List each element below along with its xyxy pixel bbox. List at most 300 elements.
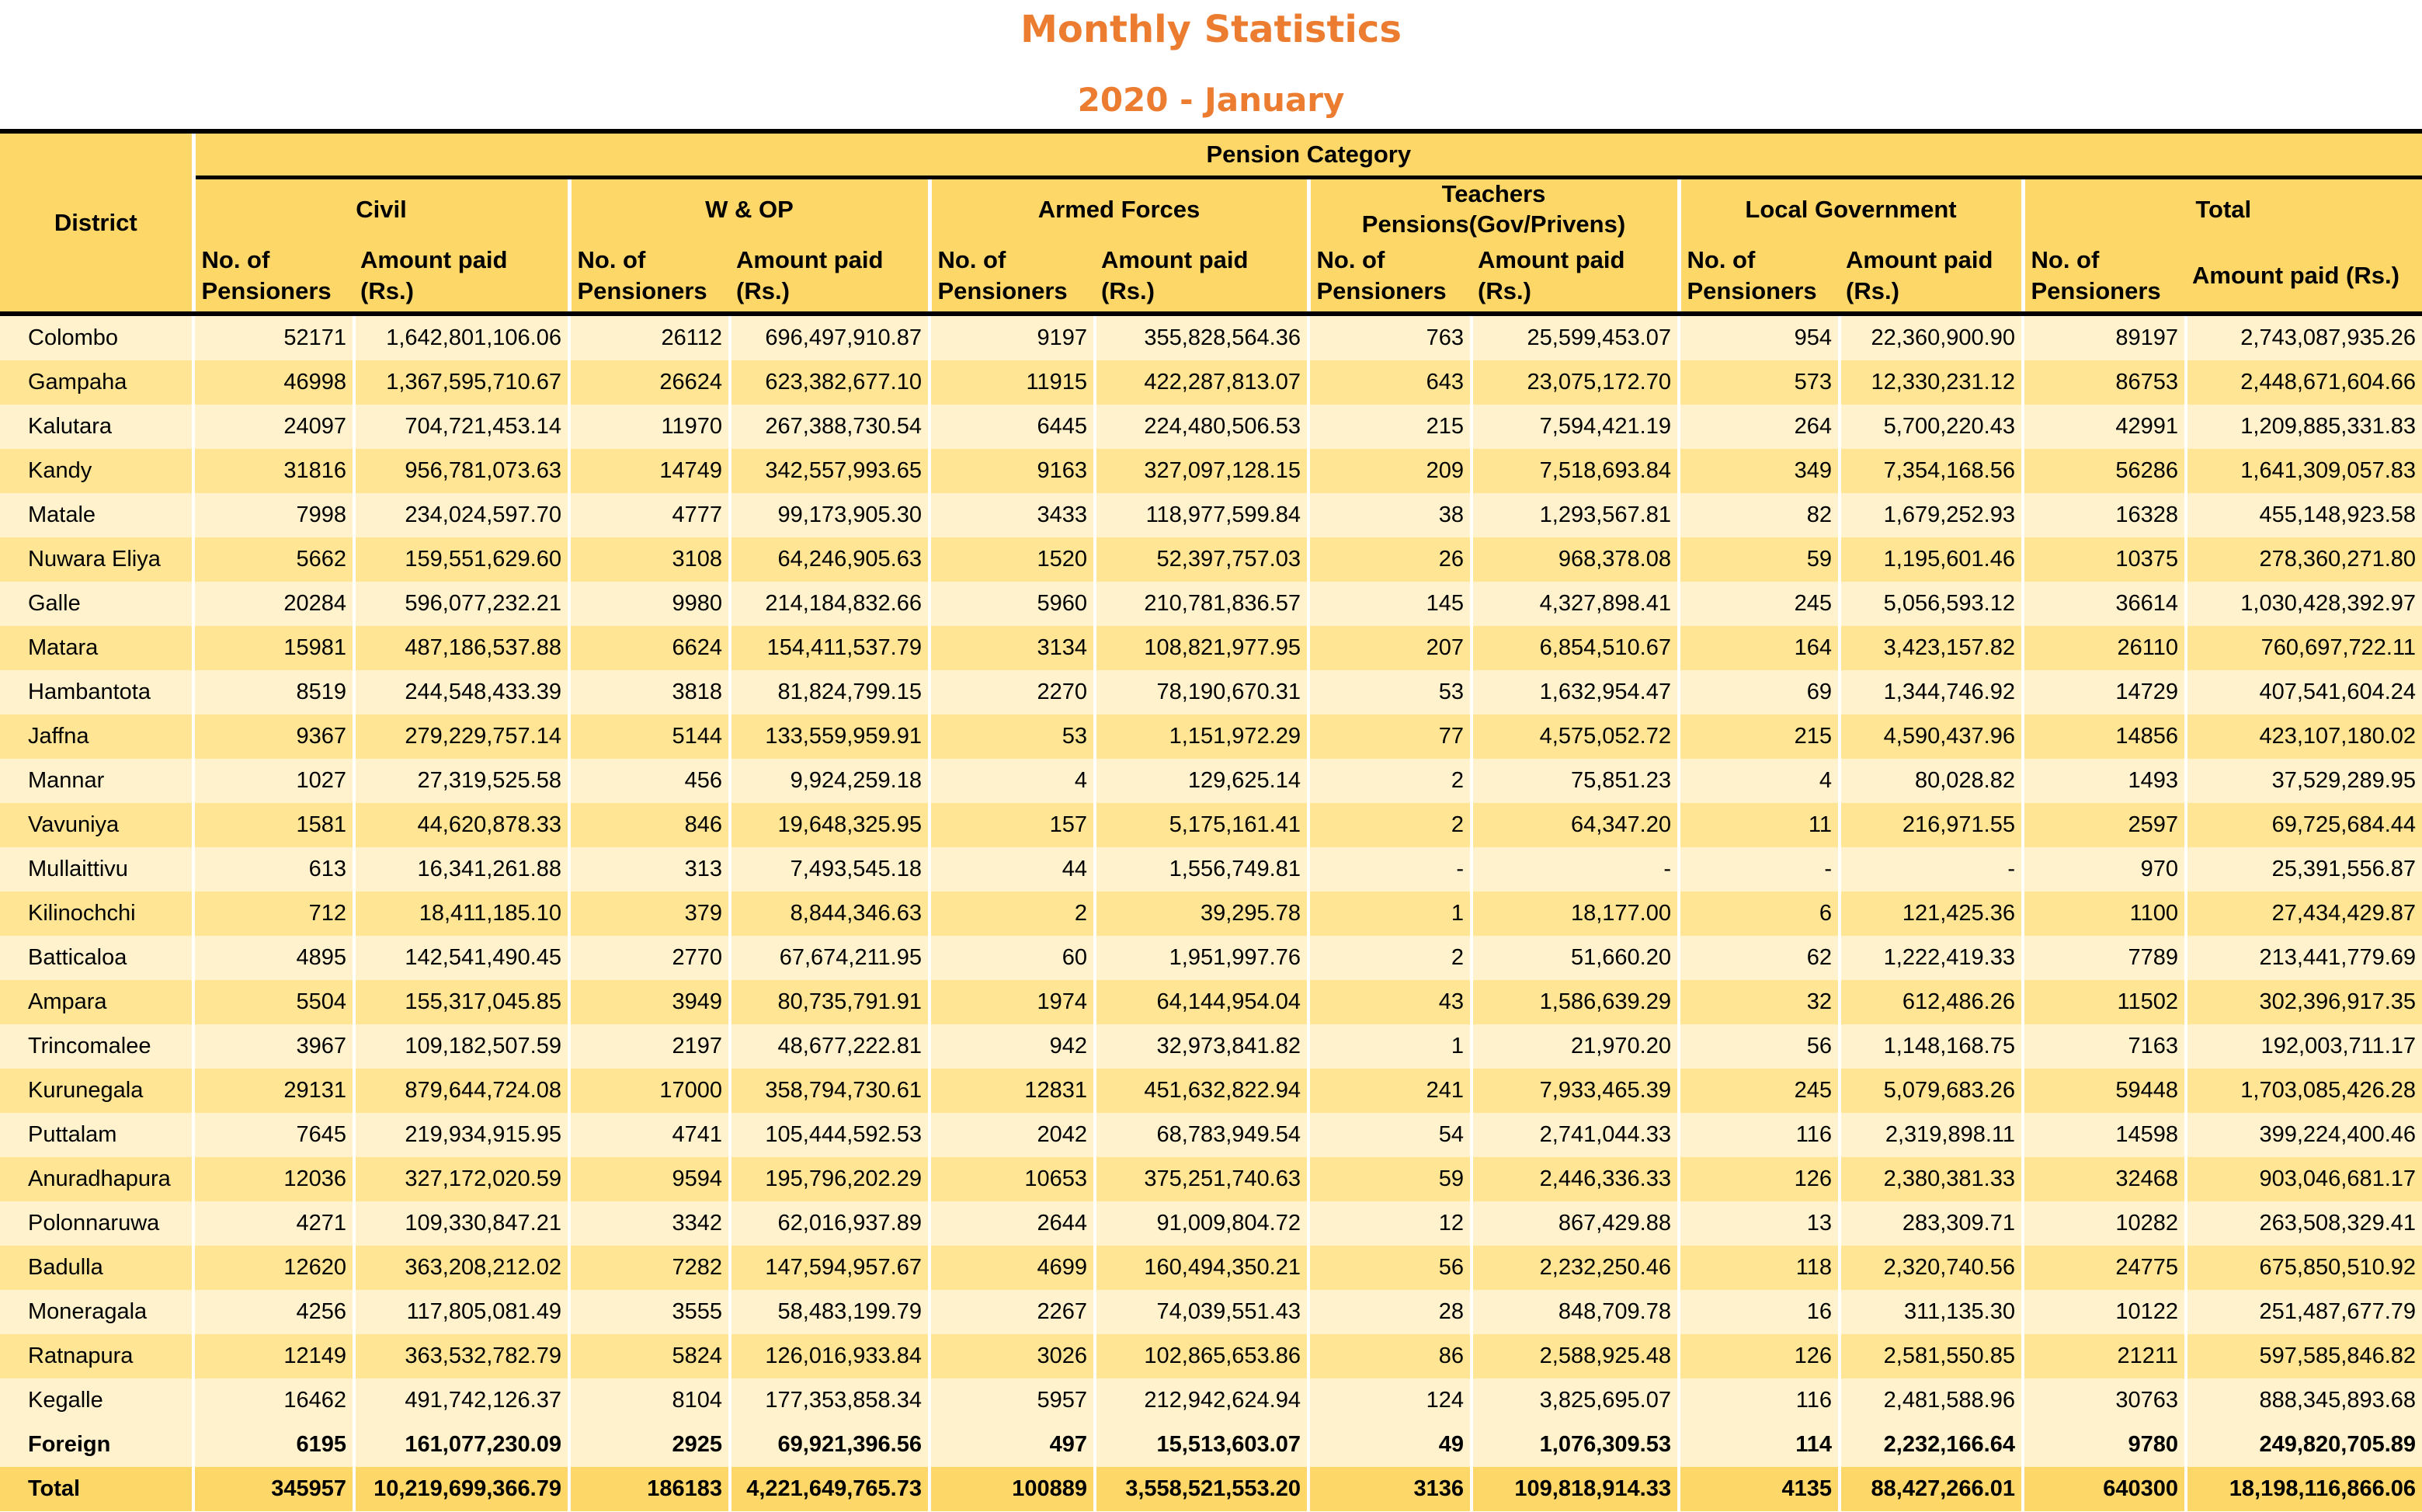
pensioners-count-cell: 7645 <box>193 1113 354 1157</box>
total-row <box>0 1467 2422 1511</box>
pensioners-count-cell: 763 <box>1308 314 1472 360</box>
district-cell: Colombo <box>0 314 193 360</box>
amount-paid-cell: 109,182,507.59 <box>354 1024 569 1069</box>
amount-paid-cell: 399,224,400.46 <box>2186 1113 2422 1157</box>
table-row <box>0 626 2422 670</box>
amount-paid-cell: 80,028.82 <box>1840 759 2023 803</box>
amount-paid-cell: 7,933,465.39 <box>1472 1069 1679 1113</box>
pensioners-count-cell: 6445 <box>930 405 1095 449</box>
pensioners-count-cell: 26112 <box>569 314 730 360</box>
pensioners-count-cell: 56286 <box>2023 449 2186 493</box>
pensioners-count-cell: 116 <box>1679 1378 1840 1423</box>
pensioners-count-cell: 24775 <box>2023 1246 2186 1290</box>
amount-paid-cell: 126,016,933.84 <box>730 1334 930 1378</box>
pensioners-count-cell: 2042 <box>930 1113 1095 1157</box>
amount-paid-header: Amount paid (Rs.) <box>354 240 569 314</box>
table-row <box>0 1246 2422 1290</box>
amount-paid-cell: 848,709.78 <box>1472 1290 1679 1334</box>
amount-paid-cell: 375,251,740.63 <box>1095 1157 1308 1201</box>
pensioners-count-cell: 3136 <box>1308 1467 1472 1511</box>
amount-paid-cell: 5,175,161.41 <box>1095 803 1308 847</box>
pensioners-count-cell: 62 <box>1679 936 1840 980</box>
amount-paid-cell: 956,781,073.63 <box>354 449 569 493</box>
pensioners-count-cell: 4 <box>930 759 1095 803</box>
pensioners-count-cell: 207 <box>1308 626 1472 670</box>
amount-paid-cell: 7,594,421.19 <box>1472 405 1679 449</box>
amount-paid-cell: 263,508,329.41 <box>2186 1201 2422 1246</box>
table-row <box>0 1201 2422 1246</box>
amount-paid-cell: 675,850,510.92 <box>2186 1246 2422 1290</box>
group-header-civil: Civil <box>193 178 569 241</box>
table-row <box>0 803 2422 847</box>
district-cell: Gampaha <box>0 360 193 405</box>
pensioners-count-cell: 56 <box>1679 1024 1840 1069</box>
amount-paid-cell: 2,380,381.33 <box>1840 1157 2023 1201</box>
pensioners-count-cell: 5144 <box>569 714 730 759</box>
amount-paid-cell: 2,232,166.64 <box>1840 1423 2023 1467</box>
pensioners-count-cell: 6 <box>1679 892 1840 936</box>
pensioners-count-cell: 43 <box>1308 980 1472 1024</box>
amount-paid-cell: 1,222,419.33 <box>1840 936 2023 980</box>
amount-paid-cell: 10,219,699,366.79 <box>354 1467 569 1511</box>
pensioners-count-cell: 379 <box>569 892 730 936</box>
amount-paid-cell: 213,441,779.69 <box>2186 936 2422 980</box>
amount-paid-cell: 102,865,653.86 <box>1095 1334 1308 1378</box>
amount-paid-cell: 78,190,670.31 <box>1095 670 1308 714</box>
amount-paid-cell: 363,208,212.02 <box>354 1246 569 1290</box>
pensioners-count-cell: 9594 <box>569 1157 730 1201</box>
pensioners-count-cell: 12831 <box>930 1069 1095 1113</box>
pensioners-count-cell: 6195 <box>193 1423 354 1467</box>
amount-paid-cell: 27,434,429.87 <box>2186 892 2422 936</box>
amount-paid-cell: 133,559,959.91 <box>730 714 930 759</box>
pensioners-count-cell: 3433 <box>930 493 1095 537</box>
pensioners-count-cell: 14729 <box>2023 670 2186 714</box>
pensioners-count-cell: 573 <box>1679 360 1840 405</box>
amount-paid-cell: 192,003,711.17 <box>2186 1024 2422 1069</box>
amount-paid-cell: 121,425.36 <box>1840 892 2023 936</box>
pensioners-count-cell: 13 <box>1679 1201 1840 1246</box>
amount-paid-cell: 5,700,220.43 <box>1840 405 2023 449</box>
amount-paid-cell: 1,148,168.75 <box>1840 1024 2023 1069</box>
district-cell: Polonnaruwa <box>0 1201 193 1246</box>
district-cell: Kilinochchi <box>0 892 193 936</box>
pensioners-count-cell: 3026 <box>930 1334 1095 1378</box>
pensioners-count-cell: 3134 <box>930 626 1095 670</box>
pensioners-count-cell: 215 <box>1308 405 1472 449</box>
amount-paid-cell: 9,924,259.18 <box>730 759 930 803</box>
pensioners-count-cell: 28 <box>1308 1290 1472 1334</box>
amount-paid-cell: 18,177.00 <box>1472 892 1679 936</box>
pensioners-count-cell: 24097 <box>193 405 354 449</box>
pensioners-count-cell: 36614 <box>2023 582 2186 626</box>
pensioners-count-cell: 118 <box>1679 1246 1840 1290</box>
pensioners-count-cell: 114 <box>1679 1423 1840 1467</box>
pensioners-count-cell: 313 <box>569 847 730 892</box>
amount-paid-cell: 27,319,525.58 <box>354 759 569 803</box>
amount-paid-cell: 342,557,993.65 <box>730 449 930 493</box>
table-row <box>0 1024 2422 1069</box>
amount-paid-cell: 23,075,172.70 <box>1472 360 1679 405</box>
amount-paid-cell: 81,824,799.15 <box>730 670 930 714</box>
amount-paid-cell: 1,951,997.76 <box>1095 936 1308 980</box>
amount-paid-cell: 18,411,185.10 <box>354 892 569 936</box>
pensioners-count-cell: 215 <box>1679 714 1840 759</box>
amount-paid-cell: 155,317,045.85 <box>354 980 569 1024</box>
pension-category-header: Pension Category <box>193 131 2422 178</box>
amount-paid-cell: 760,697,722.11 <box>2186 626 2422 670</box>
amount-paid-cell: 88,427,266.01 <box>1840 1467 2023 1511</box>
pensioners-count-cell: 12620 <box>193 1246 354 1290</box>
pensioners-count-cell: 14749 <box>569 449 730 493</box>
pensioners-count-cell: 1 <box>1308 1024 1472 1069</box>
table-row <box>0 582 2422 626</box>
pensioners-count-cell: 954 <box>1679 314 1840 360</box>
amount-paid-cell: 249,820,705.89 <box>2186 1423 2422 1467</box>
table-row <box>0 537 2422 582</box>
table-row <box>0 892 2422 936</box>
pensioners-count-cell: 16462 <box>193 1378 354 1423</box>
amount-paid-cell: 1,641,309,057.83 <box>2186 449 2422 493</box>
amount-paid-cell: 596,077,232.21 <box>354 582 569 626</box>
pensioners-count-cell: 1027 <box>193 759 354 803</box>
amount-paid-cell: 224,480,506.53 <box>1095 405 1308 449</box>
amount-paid-cell: 118,977,599.84 <box>1095 493 1308 537</box>
pensioners-count-cell: 497 <box>930 1423 1095 1467</box>
pensioners-count-cell: 20284 <box>193 582 354 626</box>
pensioners-count-cell: 5824 <box>569 1334 730 1378</box>
amount-paid-cell: 2,319,898.11 <box>1840 1113 2023 1157</box>
amount-paid-cell: 279,229,757.14 <box>354 714 569 759</box>
amount-paid-cell: 5,079,683.26 <box>1840 1069 2023 1113</box>
amount-paid-header: Amount paid (Rs.) <box>1840 240 2023 314</box>
amount-paid-cell: 147,594,957.67 <box>730 1246 930 1290</box>
pensioners-count-cell: 26 <box>1308 537 1472 582</box>
pensioners-count-cell: 59448 <box>2023 1069 2186 1113</box>
amount-paid-cell: 25,599,453.07 <box>1472 314 1679 360</box>
pensioners-count-cell: 12036 <box>193 1157 354 1201</box>
pensioners-count-cell: 4777 <box>569 493 730 537</box>
district-cell: Galle <box>0 582 193 626</box>
table-row <box>0 493 2422 537</box>
amount-paid-cell: 159,551,629.60 <box>354 537 569 582</box>
district-cell: Moneragala <box>0 1290 193 1334</box>
pensioners-count-cell: 89197 <box>2023 314 2186 360</box>
pensioners-count-cell: - <box>1679 847 1840 892</box>
pensioners-count-cell: 4271 <box>193 1201 354 1246</box>
pensioners-count-cell: 16 <box>1679 1290 1840 1334</box>
amount-paid-cell: 704,721,453.14 <box>354 405 569 449</box>
pensioners-count-cell: 1520 <box>930 537 1095 582</box>
amount-paid-cell: 623,382,677.10 <box>730 360 930 405</box>
amount-paid-cell: 1,076,309.53 <box>1472 1423 1679 1467</box>
pensioners-count-cell: 15981 <box>193 626 354 670</box>
pensioners-count-cell: 3949 <box>569 980 730 1024</box>
table-row <box>0 936 2422 980</box>
district-cell: Vavuniya <box>0 803 193 847</box>
pensioners-count-cell: 9980 <box>569 582 730 626</box>
pensioners-count-cell: 2770 <box>569 936 730 980</box>
pensioners-count-cell: 8519 <box>193 670 354 714</box>
amount-paid-cell: 1,632,954.47 <box>1472 670 1679 714</box>
amount-paid-cell: 327,097,128.15 <box>1095 449 1308 493</box>
pensioners-count-cell: 30763 <box>2023 1378 2186 1423</box>
pensioners-count-cell: 712 <box>193 892 354 936</box>
pensioners-count-cell: 52171 <box>193 314 354 360</box>
district-column-header: District <box>0 131 193 314</box>
table-header <box>0 131 2422 314</box>
pensioners-count-cell: 100889 <box>930 1467 1095 1511</box>
amount-paid-cell: 244,548,433.39 <box>354 670 569 714</box>
amount-paid-cell: 67,674,211.95 <box>730 936 930 980</box>
amount-paid-cell: 1,556,749.81 <box>1095 847 1308 892</box>
pensioners-count-cell: 345957 <box>193 1467 354 1511</box>
pensioners-count-cell: 2 <box>1308 936 1472 980</box>
table-row <box>0 980 2422 1024</box>
pensioners-count-cell: 2 <box>1308 759 1472 803</box>
amount-paid-cell: 1,151,972.29 <box>1095 714 1308 759</box>
no-of-pensioners-header: No. of Pensioners <box>569 240 730 314</box>
pensioners-count-cell: 613 <box>193 847 354 892</box>
district-cell: Total <box>0 1467 193 1511</box>
amount-paid-cell: 283,309.71 <box>1840 1201 2023 1246</box>
amount-paid-cell: 363,532,782.79 <box>354 1334 569 1378</box>
pensioners-count-cell: 4895 <box>193 936 354 980</box>
amount-paid-cell: 1,586,639.29 <box>1472 980 1679 1024</box>
table-row <box>0 847 2422 892</box>
amount-paid-header: Amount paid (Rs.) <box>2186 240 2422 314</box>
pensioners-count-cell: - <box>1308 847 1472 892</box>
pensioners-count-cell: 164 <box>1679 626 1840 670</box>
pensioners-count-cell: 264 <box>1679 405 1840 449</box>
amount-paid-cell: 867,429.88 <box>1472 1201 1679 1246</box>
table-body <box>0 314 2422 1511</box>
group-header-local-government: Local Government <box>1679 178 2023 241</box>
district-cell: Kegalle <box>0 1378 193 1423</box>
no-of-pensioners-header: No. of Pensioners <box>193 240 354 314</box>
amount-paid-cell: 2,743,087,935.26 <box>2186 314 2422 360</box>
amount-paid-cell: 2,581,550.85 <box>1840 1334 2023 1378</box>
pensioners-count-cell: 9780 <box>2023 1423 2186 1467</box>
amount-paid-cell: 3,423,157.82 <box>1840 626 2023 670</box>
amount-paid-cell: 75,851.23 <box>1472 759 1679 803</box>
pensioners-count-cell: 5504 <box>193 980 354 1024</box>
amount-paid-cell: 487,186,537.88 <box>354 626 569 670</box>
pensioners-count-cell: 3818 <box>569 670 730 714</box>
group-header-w-op: W & OP <box>569 178 930 241</box>
pensioners-count-cell: 29131 <box>193 1069 354 1113</box>
table-row <box>0 360 2422 405</box>
amount-paid-cell: 1,195,601.46 <box>1840 537 2023 582</box>
amount-paid-cell: 888,345,893.68 <box>2186 1378 2422 1423</box>
pensioners-count-cell: 7282 <box>569 1246 730 1290</box>
pensioners-count-cell: 10282 <box>2023 1201 2186 1246</box>
amount-paid-cell: 99,173,905.30 <box>730 493 930 537</box>
pensioners-count-cell: 77 <box>1308 714 1472 759</box>
pensioners-count-cell: 17000 <box>569 1069 730 1113</box>
pensioners-count-cell: 60 <box>930 936 1095 980</box>
amount-paid-cell: 3,558,521,553.20 <box>1095 1467 1308 1511</box>
amount-paid-cell: 32,973,841.82 <box>1095 1024 1308 1069</box>
amount-paid-cell: 62,016,937.89 <box>730 1201 930 1246</box>
amount-paid-cell: - <box>1472 847 1679 892</box>
pensioners-count-cell: 12 <box>1308 1201 1472 1246</box>
amount-paid-cell: 423,107,180.02 <box>2186 714 2422 759</box>
amount-paid-cell: 2,448,671,604.66 <box>2186 360 2422 405</box>
pensioners-count-cell: 86 <box>1308 1334 1472 1378</box>
amount-paid-cell: 7,354,168.56 <box>1840 449 2023 493</box>
table-row <box>0 314 2422 360</box>
pensioners-count-cell: 9163 <box>930 449 1095 493</box>
district-cell: Puttalam <box>0 1113 193 1157</box>
pensioners-count-cell: 1100 <box>2023 892 2186 936</box>
pensioners-count-cell: 3108 <box>569 537 730 582</box>
pensioners-count-cell: 7163 <box>2023 1024 2186 1069</box>
pensioners-count-cell: 942 <box>930 1024 1095 1069</box>
page-subtitle: 2020 - January <box>1077 81 1345 119</box>
table-row <box>0 1113 2422 1157</box>
amount-paid-cell: 407,541,604.24 <box>2186 670 2422 714</box>
pensioners-count-cell: 1 <box>1308 892 1472 936</box>
group-header-total: Total <box>2023 178 2422 241</box>
amount-paid-cell: 3,825,695.07 <box>1472 1378 1679 1423</box>
amount-paid-cell: 2,741,044.33 <box>1472 1113 1679 1157</box>
amount-paid-cell: 22,360,900.90 <box>1840 314 2023 360</box>
pensioners-count-cell: 2270 <box>930 670 1095 714</box>
amount-paid-header: Amount paid (Rs.) <box>1095 240 1308 314</box>
pensioners-count-cell: 2644 <box>930 1201 1095 1246</box>
amount-paid-cell: 879,644,724.08 <box>354 1069 569 1113</box>
district-cell: Foreign <box>0 1423 193 1467</box>
amount-paid-cell: 696,497,910.87 <box>730 314 930 360</box>
pensioners-count-cell: 10653 <box>930 1157 1095 1201</box>
amount-paid-cell: 80,735,791.91 <box>730 980 930 1024</box>
amount-paid-cell: - <box>1840 847 2023 892</box>
pensioners-count-cell: 209 <box>1308 449 1472 493</box>
amount-paid-cell: 64,347.20 <box>1472 803 1679 847</box>
pensioners-count-cell: 11502 <box>2023 980 2186 1024</box>
pensioners-count-cell: 32 <box>1679 980 1840 1024</box>
amount-paid-cell: 612,486.26 <box>1840 980 2023 1024</box>
district-cell: Matale <box>0 493 193 537</box>
pensioners-count-cell: 145 <box>1308 582 1472 626</box>
pensioners-count-cell: 2 <box>930 892 1095 936</box>
amount-paid-cell: 16,341,261.88 <box>354 847 569 892</box>
table-row <box>0 1157 2422 1201</box>
pensioners-count-cell: 456 <box>569 759 730 803</box>
pensioners-count-cell: 26110 <box>2023 626 2186 670</box>
pensioners-count-cell: 4256 <box>193 1290 354 1334</box>
district-cell: Anuradhapura <box>0 1157 193 1201</box>
amount-paid-cell: 251,487,677.79 <box>2186 1290 2422 1334</box>
district-cell: Nuwara Eliya <box>0 537 193 582</box>
no-of-pensioners-header: No. of Pensioners <box>1679 240 1840 314</box>
pensioners-count-cell: 16328 <box>2023 493 2186 537</box>
pensioners-count-cell: 38 <box>1308 493 1472 537</box>
amount-paid-cell: 216,971.55 <box>1840 803 2023 847</box>
pensioners-count-cell: 126 <box>1679 1157 1840 1201</box>
table-row <box>0 670 2422 714</box>
amount-paid-cell: 311,135.30 <box>1840 1290 2023 1334</box>
amount-paid-cell: 2,446,336.33 <box>1472 1157 1679 1201</box>
amount-paid-cell: 2,232,250.46 <box>1472 1246 1679 1290</box>
district-cell: Ampara <box>0 980 193 1024</box>
pensioners-count-cell: 32468 <box>2023 1157 2186 1201</box>
amount-paid-cell: 4,590,437.96 <box>1840 714 2023 759</box>
pensioners-count-cell: 11 <box>1679 803 1840 847</box>
amount-paid-cell: 58,483,199.79 <box>730 1290 930 1334</box>
pensioners-count-cell: 14856 <box>2023 714 2186 759</box>
pensioners-count-cell: 245 <box>1679 582 1840 626</box>
pensioners-count-cell: 5957 <box>930 1378 1095 1423</box>
amount-paid-cell: 19,648,325.95 <box>730 803 930 847</box>
amount-paid-cell: 234,024,597.70 <box>354 493 569 537</box>
amount-paid-cell: 1,642,801,106.06 <box>354 314 569 360</box>
pensioners-count-cell: 53 <box>1308 670 1472 714</box>
amount-paid-cell: 6,854,510.67 <box>1472 626 1679 670</box>
pensioners-count-cell: 5662 <box>193 537 354 582</box>
amount-paid-cell: 267,388,730.54 <box>730 405 930 449</box>
amount-paid-cell: 278,360,271.80 <box>2186 537 2422 582</box>
pensioners-count-cell: 2597 <box>2023 803 2186 847</box>
pensioners-count-cell: 59 <box>1308 1157 1472 1201</box>
amount-paid-cell: 903,046,681.17 <box>2186 1157 2422 1201</box>
pensioners-count-cell: 46998 <box>193 360 354 405</box>
amount-paid-cell: 1,679,252.93 <box>1840 493 2023 537</box>
table-row <box>0 405 2422 449</box>
pensioners-count-cell: 2925 <box>569 1423 730 1467</box>
amount-paid-cell: 1,344,746.92 <box>1840 670 2023 714</box>
table-row <box>0 714 2422 759</box>
amount-paid-cell: 109,330,847.21 <box>354 1201 569 1246</box>
foreign-row <box>0 1423 2422 1467</box>
amount-paid-cell: 1,209,885,331.83 <box>2186 405 2422 449</box>
pensioners-count-cell: 14598 <box>2023 1113 2186 1157</box>
amount-paid-cell: 4,327,898.41 <box>1472 582 1679 626</box>
pensioners-count-cell: 7998 <box>193 493 354 537</box>
amount-paid-cell: 129,625.14 <box>1095 759 1308 803</box>
district-cell: Kurunegala <box>0 1069 193 1113</box>
group-header-armed-forces: Armed Forces <box>930 178 1308 241</box>
amount-paid-cell: 302,396,917.35 <box>2186 980 2422 1024</box>
amount-paid-cell: 2,481,588.96 <box>1840 1378 2023 1423</box>
amount-paid-cell: 4,575,052.72 <box>1472 714 1679 759</box>
pensioners-count-cell: 10375 <box>2023 537 2186 582</box>
pensioners-count-cell: 11970 <box>569 405 730 449</box>
pensioners-count-cell: 846 <box>569 803 730 847</box>
amount-paid-cell: 1,293,567.81 <box>1472 493 1679 537</box>
amount-paid-cell: 69,921,396.56 <box>730 1423 930 1467</box>
pensioners-count-cell: 6624 <box>569 626 730 670</box>
pensioners-count-cell: 4135 <box>1679 1467 1840 1511</box>
amount-paid-cell: 109,818,914.33 <box>1472 1467 1679 1511</box>
district-cell: Mullaittivu <box>0 847 193 892</box>
pensioners-count-cell: 59 <box>1679 537 1840 582</box>
pensioners-count-cell: 1974 <box>930 980 1095 1024</box>
pensioners-count-cell: 3342 <box>569 1201 730 1246</box>
amount-paid-cell: 25,391,556.87 <box>2186 847 2422 892</box>
amount-paid-cell: 74,039,551.43 <box>1095 1290 1308 1334</box>
amount-paid-cell: 195,796,202.29 <box>730 1157 930 1201</box>
pensioners-count-cell: 9367 <box>193 714 354 759</box>
district-cell: Kandy <box>0 449 193 493</box>
pensioners-count-cell: 10122 <box>2023 1290 2186 1334</box>
pensioners-count-cell: 54 <box>1308 1113 1472 1157</box>
amount-paid-cell: 210,781,836.57 <box>1095 582 1308 626</box>
page-title: Monthly Statistics <box>1020 8 1402 51</box>
amount-paid-cell: 105,444,592.53 <box>730 1113 930 1157</box>
district-cell: Batticaloa <box>0 936 193 980</box>
